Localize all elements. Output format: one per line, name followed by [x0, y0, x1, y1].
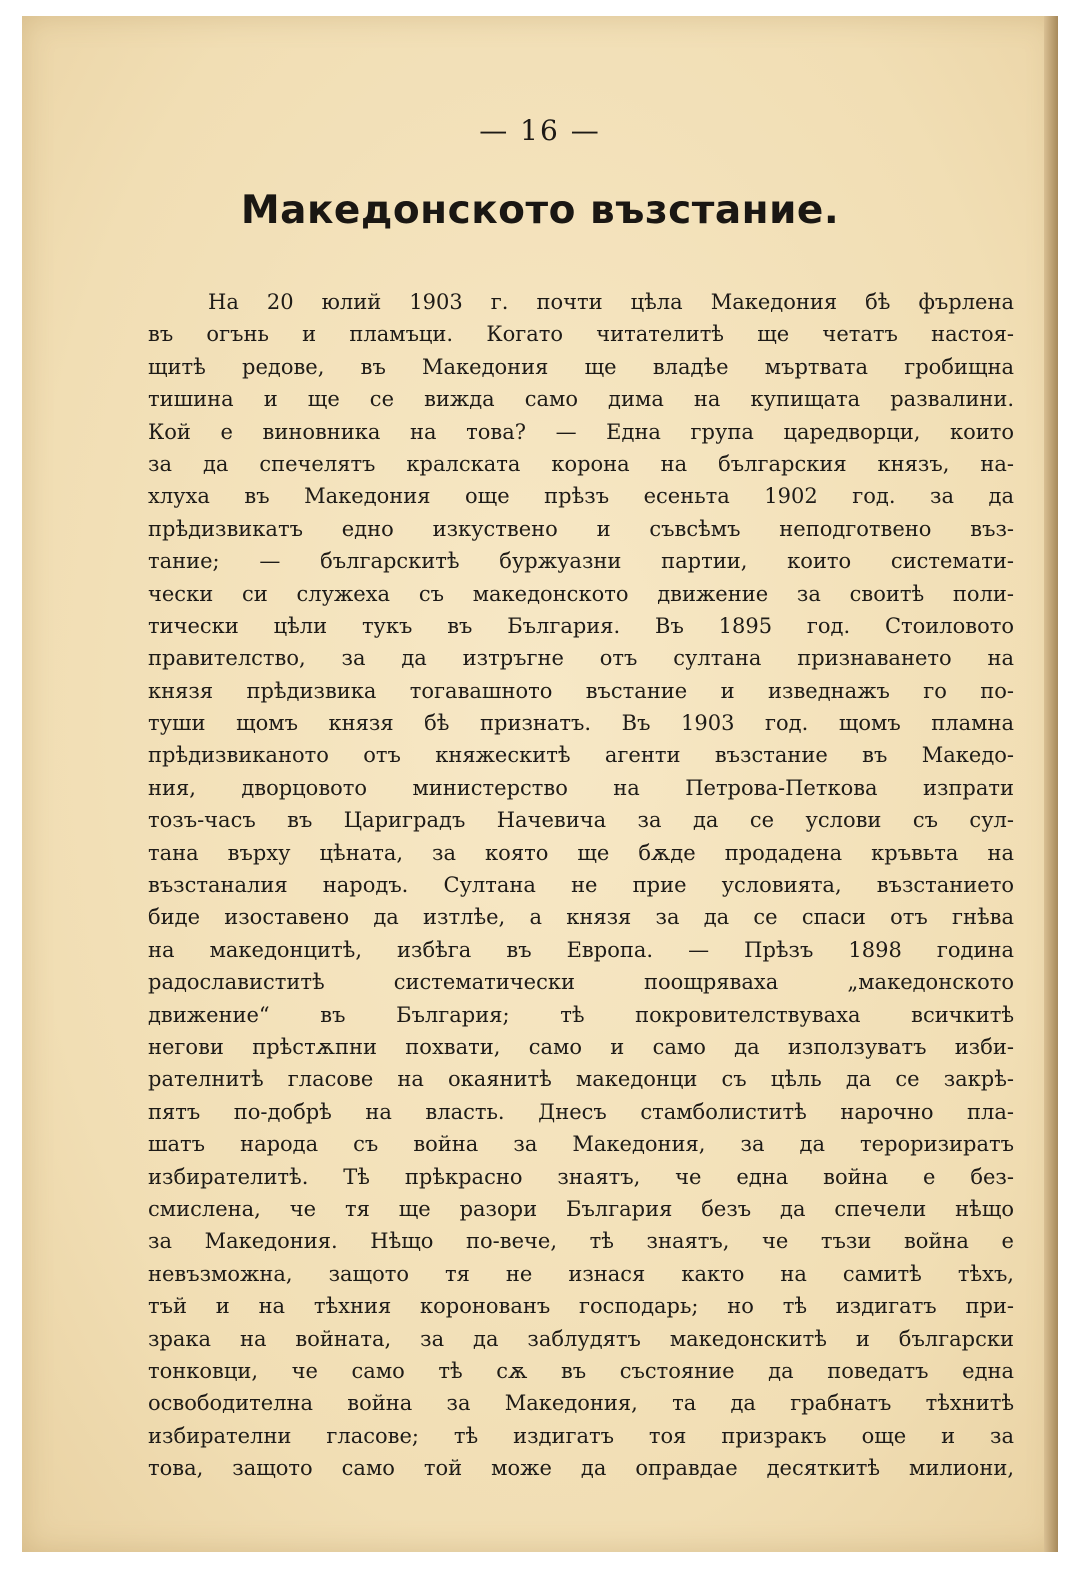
text-line: щитѣ редове, въ Македония ще владѣе мъртвата гробищна: [148, 354, 1014, 379]
page-number: — 16 —: [479, 114, 601, 147]
text-line: тъй и на тѣхния коронованъ господарь; но тѣ издигатъ при-: [148, 1294, 1014, 1319]
text-line: чески си служеха съ македонското движение за своитѣ поли-: [148, 581, 1014, 606]
text-line: шатъ народа съ война за Македония, за да тероризиратъ: [148, 1132, 1014, 1157]
text-line: избирателитѣ. Тѣ прѣкрасно знаятъ, че една война е без-: [148, 1164, 1014, 1189]
page-edge: [1044, 16, 1058, 1552]
text-line: това, защото само той може да оправдае десяткитѣ милиони,: [148, 1456, 1014, 1481]
text-line: за да спечелятъ кралската корона на българския князъ, на-: [148, 451, 1014, 476]
text-line: тана върху цѣната, за която ще бѫде продадена кръвьта на: [148, 840, 1014, 865]
text-line: възстаналия народъ. Султана не прие условията, възстанието: [148, 873, 1014, 898]
text-line: правителство, за да изтръгне отъ султана признаването на: [148, 646, 1014, 671]
text-line: ния, дворцовото министерство на Петрова-Петкова изпрати: [148, 775, 1014, 800]
text-line: зрака на войната, за да заблудятъ македонскитѣ и български: [148, 1326, 1014, 1351]
text-line: князя прѣдизвика тогавашното въстание и изведнажъ го по-: [148, 678, 1014, 703]
text-line: прѣдизвикатъ едно изкуствено и съвсѣмъ неподготвено въз-: [148, 516, 1014, 541]
text-line: въ огънь и пламъци. Когато читателитѣ ще четатъ настоя-: [148, 322, 1014, 347]
text-line: Кой е виновника на това? — Една група царедворци, които: [148, 419, 1014, 444]
text-line: биде изоставено да изтлѣе, а князя за да се спаси отъ гнѣва: [148, 905, 1014, 930]
text-line: радославиститѣ систематически поощряваха „македонското: [148, 970, 1014, 995]
chapter-title: Македонското възстание.: [240, 188, 840, 233]
body-text: [148, 286, 1014, 1484]
text-line: движение“ въ България; тѣ покровителствуваха всичкитѣ: [148, 1002, 1014, 1027]
text-line: прѣдизвиканото отъ княжескитѣ агенти възстание въ Македо-: [148, 743, 1014, 768]
text-line: тишина и ще се вижда само дима на купищата развалини.: [148, 387, 1014, 412]
text-line: освободителна война за Македония, та да грабнатъ тѣхнитѣ: [148, 1391, 1014, 1416]
text-line: На 20 юлий 1903 г. почти цѣла Македония бѣ фърлена: [208, 290, 1014, 314]
text-line: хлуха въ Македония още прѣзъ есеньта 1902 год. за да: [148, 484, 1014, 509]
text-line: на македонцитѣ, избѣга въ Европа. — Прѣзъ 1898 година: [148, 937, 1014, 962]
text-line: тически цѣли тукъ въ България. Въ 1895 год. Стоиловото: [148, 613, 1014, 638]
book-page: [22, 16, 1058, 1552]
text-line: за Македония. Нѣщо по-вече, тѣ знаятъ, че тъзи война е: [148, 1229, 1014, 1254]
text-line: тонковци, че само тѣ сѫ въ състояние да поведатъ една: [148, 1358, 1014, 1383]
text-line: смислена, че тя ще разори България безъ да спечели нѣщо: [148, 1196, 1014, 1221]
text-line: пятъ по-добрѣ на власть. Днесъ стамболиститѣ нарочно пла-: [148, 1099, 1014, 1124]
text-line: избирателни гласове; тѣ издигатъ тоя призракъ още и за: [148, 1423, 1014, 1448]
text-line: туши щомъ князя бѣ признатъ. Въ 1903 год. щомъ пламна: [148, 711, 1014, 736]
text-line: негови прѣстѫпни похвати, само и само да използуватъ изби-: [148, 1034, 1014, 1059]
text-line: рателнитѣ гласове на окаянитѣ македонци съ цѣль да се закрѣ-: [148, 1067, 1014, 1092]
text-line: тозъ-часъ въ Цариградъ Начевича за да се услови съ сул-: [148, 808, 1014, 833]
text-line: невъзможна, защото тя не изнася както на самитѣ тѣхъ,: [148, 1261, 1014, 1286]
text-line: тание; — българскитѣ буржуазни партии, които системати-: [148, 549, 1014, 574]
